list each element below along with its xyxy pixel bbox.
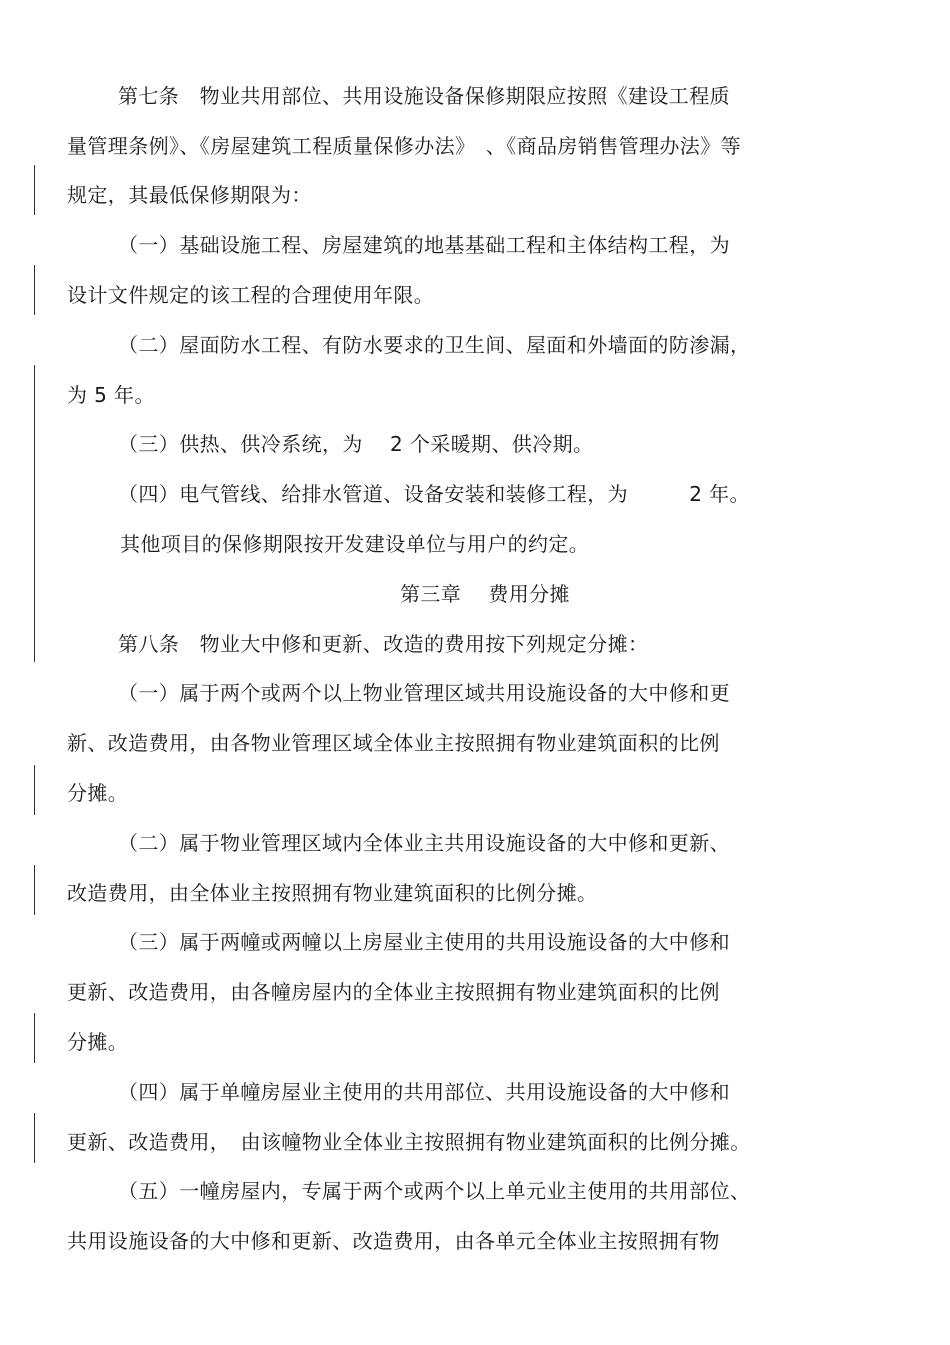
revision-bar: [34, 765, 35, 815]
body-line: 更新、改造费用，由各幢房屋内的全体业主按照拥有物业建筑面积的比例: [67, 980, 720, 1004]
body-line: 更新、改造费用， 由该幢物业全体业主按照拥有物业建筑面积的比例分摊。: [67, 1130, 751, 1154]
clause-4-line: （四）属于单幢房屋业主使用的共用部位、共用设施设备的大中修和: [118, 1080, 730, 1104]
revision-bar: [34, 365, 35, 662]
clause-3-line: （三）属于两幢或两幢以上房屋业主使用的共用设施设备的大中修和: [118, 930, 730, 954]
body-line: 设计文件规定的该工程的合理使用年限。: [67, 283, 435, 307]
body-line: 为 5 年。: [67, 383, 155, 407]
clause-3-line: （三）供热、供冷系统，为 2 个采暖期、供冷期。: [118, 432, 594, 456]
clause-1-line: （一）属于两个或两个以上物业管理区域共用设施设备的大中修和更: [118, 681, 730, 705]
clause-1-line: （一）基础设施工程、房屋建筑的地基基础工程和主体结构工程，为: [118, 233, 730, 257]
body-line: 分摊。: [67, 1030, 129, 1054]
body-line: 新、改造费用，由各物业管理区域全体业主按照拥有物业建筑面积的比例: [67, 731, 720, 755]
body-line: 共用设施设备的大中修和更新、改造费用，由各单元全体业主按照拥有物: [67, 1229, 720, 1253]
revision-bar: [34, 1013, 35, 1063]
body-line: 量管理条例》、《房屋建筑工程质量保修办法》 、《商品房销售管理办法》等: [67, 134, 741, 158]
clause-2-line: （二）屋面防水工程、有防水要求的卫生间、屋面和外墙面的防渗漏，: [118, 333, 751, 357]
clause-5-line: （五）一幢房屋内，专属于两个或两个以上单元业主使用的共用部位、: [118, 1179, 751, 1203]
revision-bar: [34, 265, 35, 315]
body-line: 改造费用，由全体业主按照拥有物业建筑面积的比例分摊。: [67, 881, 598, 905]
clause-4-line: （四）电气管线、给排水管道、设备安装和装修工程，为 2 年。: [118, 482, 750, 506]
article-8-heading-line: 第八条 物业大中修和更新、改造的费用按下列规定分摊：: [118, 632, 649, 656]
chapter-3-title: 第三章 费用分摊: [400, 582, 570, 606]
revision-bar: [34, 865, 35, 915]
revision-bar: [34, 165, 35, 215]
clause-2-line: （二）属于物业管理区域内全体业主共用设施设备的大中修和更新、: [118, 831, 730, 855]
body-line: 规定，其最低保修期限为：: [67, 183, 312, 207]
revision-bar: [34, 1113, 35, 1163]
article-7-heading-line: 第七条 物业共用部位、共用设施设备保修期限应按照《建设工程质: [118, 84, 730, 108]
body-line: 分摊。: [67, 781, 129, 805]
other-items-line: 其他项目的保修期限按开发建设单位与用户的约定。: [120, 532, 590, 556]
